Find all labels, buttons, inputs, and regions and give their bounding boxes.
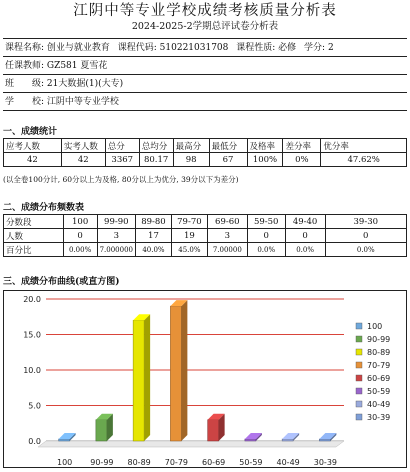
band-cell: 39-30 xyxy=(325,215,406,229)
band-row xyxy=(4,215,407,229)
count-cell: 0 xyxy=(247,229,285,243)
x-tick-label: 90-99 xyxy=(90,458,114,467)
stats-table xyxy=(3,138,407,167)
band-cell: 69-60 xyxy=(207,215,247,229)
x-tick-label: 30-39 xyxy=(313,458,337,467)
count-cell: 3 xyxy=(207,229,247,243)
legend-label: 90-99 xyxy=(367,335,391,344)
x-tick-label: 60-69 xyxy=(202,458,226,467)
legend-label: 100 xyxy=(367,322,383,331)
legend-swatch xyxy=(356,375,362,381)
band-cell: 49-40 xyxy=(285,215,325,229)
x-tick-label: 40-49 xyxy=(276,458,300,467)
percent-cell: 0.00% xyxy=(63,243,97,257)
stats-header: 应考人数 xyxy=(4,139,62,153)
stats-header: 实考人数 xyxy=(61,139,105,153)
stats-header: 总分 xyxy=(105,139,139,153)
chart-floor xyxy=(38,441,344,447)
curve-heading: 三、成绩分布曲线(或直方图) xyxy=(3,277,120,287)
percent-cell: 0.0% xyxy=(247,243,285,257)
x-tick-label: 70-79 xyxy=(164,458,188,467)
x-tick-label: 100 xyxy=(56,458,73,467)
percent-cell: 0.0% xyxy=(285,243,325,257)
stats-header: 最低分 xyxy=(209,139,247,153)
y-tick-label: 10.0 xyxy=(23,366,41,375)
course-credit: 学分: 2 xyxy=(304,43,334,53)
bar xyxy=(282,439,293,441)
stats-value: 98 xyxy=(173,153,209,167)
stats-header: 优分率 xyxy=(321,139,407,153)
legend-swatch xyxy=(356,362,362,368)
teacher-row xyxy=(3,57,407,75)
count-cell: 3 xyxy=(97,229,135,243)
stats-header: 最高分 xyxy=(173,139,209,153)
bar xyxy=(319,439,330,441)
stats-header-row xyxy=(4,139,407,153)
legend-swatch xyxy=(356,388,362,394)
bar-side xyxy=(181,300,187,441)
class-row xyxy=(3,75,407,93)
count-cell: 0 xyxy=(325,229,406,243)
bar xyxy=(245,439,256,441)
stats-value: 42 xyxy=(4,153,62,167)
legend-swatch xyxy=(356,336,362,342)
stats-value: 80.17 xyxy=(139,153,173,167)
distribution-chart xyxy=(4,291,406,467)
percent-cell: 0.0% xyxy=(325,243,406,257)
stats-header: 总均分 xyxy=(139,139,173,153)
count-cell: 17 xyxy=(136,229,172,243)
row-label: 人数 xyxy=(4,229,64,243)
band-cell: 79-70 xyxy=(171,215,207,229)
teacher: 任课教师: GZ581 夏雪花 xyxy=(5,61,108,71)
y-tick-label: 5.0 xyxy=(28,401,41,411)
legend-label: 70-79 xyxy=(367,361,391,370)
bar xyxy=(208,420,219,441)
distribution-chart-frame xyxy=(3,290,407,468)
band-cell: 99-90 xyxy=(97,215,135,229)
x-tick-label: 80-89 xyxy=(127,458,151,467)
stats-header: 及格率 xyxy=(247,139,283,153)
course-info xyxy=(3,38,407,111)
count-cell: 0 xyxy=(285,229,325,243)
legend-swatch xyxy=(356,401,362,407)
band-cell: 89-80 xyxy=(136,215,172,229)
course-info-row xyxy=(3,39,407,57)
course-name: 课程名称: 创业与就业教育 xyxy=(5,43,110,53)
x-tick-label: 50-59 xyxy=(239,458,263,467)
count-cell: 0 xyxy=(63,229,97,243)
legend-label: 40-49 xyxy=(367,400,391,409)
distribution-table xyxy=(3,214,407,257)
legend-label: 80-89 xyxy=(367,348,391,357)
bar xyxy=(96,420,107,441)
y-tick-label: 20.0 xyxy=(23,295,41,304)
bar-side xyxy=(144,314,150,441)
stats-header: 差分率 xyxy=(283,139,321,153)
legend-label: 30-39 xyxy=(367,413,391,422)
stats-value: 100% xyxy=(247,153,283,167)
band-cell: 100 xyxy=(63,215,97,229)
stats-value: 42 xyxy=(61,153,105,167)
bar xyxy=(133,320,144,441)
school-name: 学 校: 江阴中等专业学校 xyxy=(5,97,119,107)
percent-cell: 45.0% xyxy=(171,243,207,257)
stats-value-row xyxy=(4,153,407,167)
legend-swatch xyxy=(356,349,362,355)
legend-label: 50-59 xyxy=(367,387,391,396)
bar xyxy=(59,439,70,441)
report-subtitle: 2024-2025-2学期总评试卷分析表 xyxy=(131,21,279,32)
stats-value: 47.62% xyxy=(321,153,407,167)
percent-cell: 40.0% xyxy=(136,243,172,257)
stats-heading: 一、成绩统计 xyxy=(3,127,58,137)
stats-note: (以全卷100分计, 60分以上为及格, 80分以上为优分, 39分以下为差分) xyxy=(3,175,239,184)
report-title: 江阴中等专业学校成绩考核质量分析表 xyxy=(73,3,337,19)
band-cell: 59-50 xyxy=(247,215,285,229)
legend-swatch xyxy=(356,323,362,329)
stats-value: 3367 xyxy=(105,153,139,167)
distribution-heading: 二、成绩分布频数表 xyxy=(3,203,85,213)
class-name: 班 级: 21大数据(1)(大专) xyxy=(5,79,124,89)
school-row xyxy=(3,93,407,111)
count-row xyxy=(4,229,407,243)
legend-swatch xyxy=(356,414,362,420)
legend-label: 60-69 xyxy=(367,374,391,383)
stats-value: 0% xyxy=(283,153,321,167)
percent-cell: 7.000000 xyxy=(97,243,135,257)
row-label: 分数段 xyxy=(4,215,64,229)
percent-row xyxy=(4,243,407,257)
course-type: 课程性质: 必修 xyxy=(236,43,297,53)
stats-value: 67 xyxy=(209,153,247,167)
row-label: 百分比 xyxy=(4,243,64,257)
y-tick-label: 15.0 xyxy=(23,330,41,340)
count-cell: 19 xyxy=(171,229,207,243)
y-tick-label: 0.0 xyxy=(28,437,41,446)
course-code: 课程代码: 510221031708 xyxy=(117,43,229,53)
percent-cell: 7.00000 xyxy=(207,243,247,257)
bar xyxy=(170,306,181,441)
